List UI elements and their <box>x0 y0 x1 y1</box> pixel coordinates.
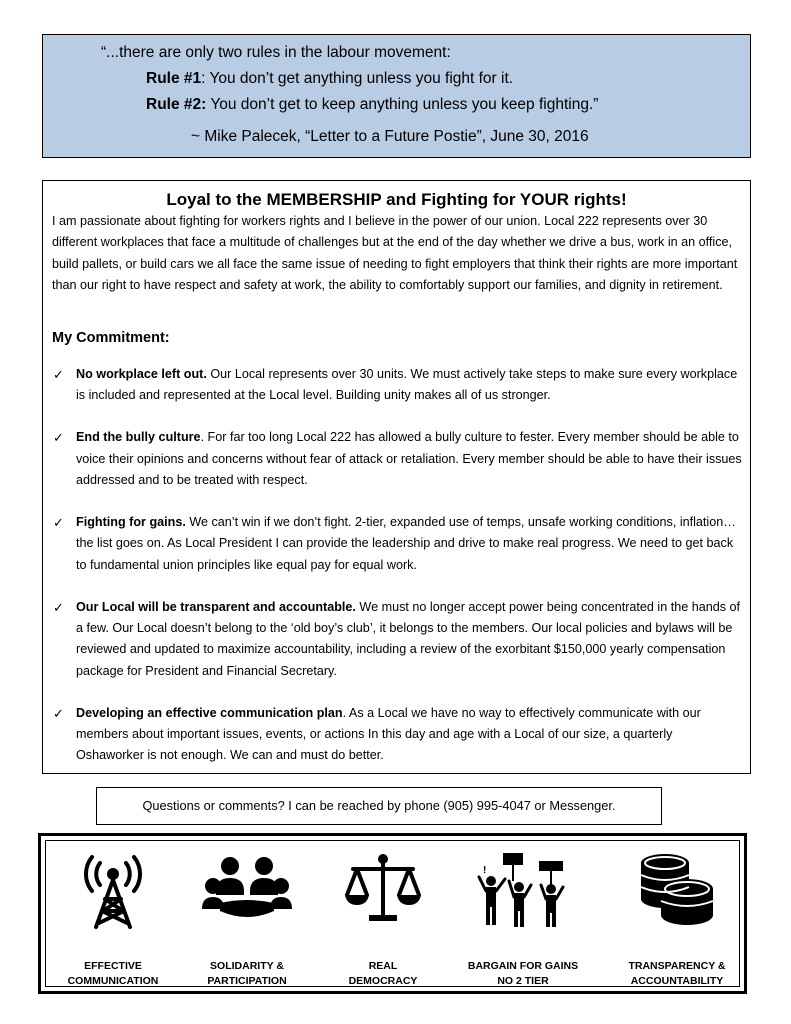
icon-cell-transparency <box>608 851 746 989</box>
radio-tower-icon <box>78 851 148 929</box>
platform-title: Loyal to the MEMBERSHIP and Fighting for YOUR rights! <box>166 190 627 209</box>
quote-intro: “...there are only two rules in the labour movement: <box>101 44 451 61</box>
commitment-item-text: We must no longer accept power being concentrated in the hands of a few. Our Local doesn’t belong to the ‘old boy’s club’, it belongs to the members. Our local policies and bylaws will be reviewed and updated to maximize accountability, including a review of the exorbitant $150,000 yearly compensation package for President and Financial Secretary. <box>76 599 741 678</box>
commitment-item <box>43 364 752 407</box>
checkmark-icon: ✓ <box>53 599 64 615</box>
checkmark-icon: ✓ <box>53 430 64 446</box>
rule-2-text: You don’t get to keep anything unless you keep fighting.” <box>206 96 599 113</box>
icons-banner <box>38 833 747 994</box>
icon-label: SOLIDARITY & PARTICIPATION <box>207 960 287 987</box>
commitment-heading: My Commitment: <box>52 330 170 346</box>
rule-1 <box>146 66 513 92</box>
commitment-item-title: Fighting for gains. <box>76 515 186 530</box>
commitment-item-text: . As a Local we have no way to effectively communicate with our members about important issues, events, or actions In this day and age with a Local of our size, a quarterly Oshaworker is not enough. We can and must do better. <box>76 705 701 763</box>
checkmark-icon: ✓ <box>53 515 64 531</box>
commitment-item <box>43 597 752 682</box>
icon-cell-communication <box>44 851 182 989</box>
rule-2 <box>146 92 598 118</box>
commitment-item-text: We can’t win if we don’t fight. 2-tier, expanded use of temps, unsafe working conditions, inflation…the list goes on. As Local President I can provide the leadership and drive to make real progress. We need to get back to fundamental union principles like equal pay for equal work. <box>76 515 736 572</box>
icon-cell-democracy <box>314 851 452 989</box>
contact-box: Questions or comments? I can be reached by phone (905) 995-4047 or Messenger. <box>96 787 662 825</box>
checkmark-icon: ✓ <box>53 367 64 382</box>
platform-box <box>42 180 751 774</box>
protest-icon <box>475 851 571 929</box>
checkmark-icon: ✓ <box>53 705 64 721</box>
icon-label: BARGAIN FOR GAINS NO 2 TIER <box>467 960 579 987</box>
icon-label: TRANSPARENCY & ACCOUNTABILITY <box>628 960 726 987</box>
commitment-item-title: Our Local will be transparent and accountable. <box>76 599 356 614</box>
rule-2-label: Rule #2: <box>146 96 207 113</box>
rule-1-text: : You don’t get anything unless you fight for it. <box>201 70 514 87</box>
icon-cell-bargain <box>454 851 592 989</box>
coins-icon <box>637 851 717 929</box>
commitment-item <box>43 703 752 767</box>
icon-label: EFFECTIVE COMMUNICATION <box>67 960 159 987</box>
group-meeting-icon <box>202 851 292 929</box>
commitment-item-text: . For far too long Local 222 has allowed a bully culture to fester. Every member should be able to voice their opinions and concerns without fear of attack or retaliation. Every member should be able to have their issues addressed and to be treated with respect. <box>76 430 742 487</box>
commitment-item-text: Our Local represents over 30 units. We must actively take steps to make sure every workplace is included and represented at the Local level. Building unity makes all of us stronger. <box>76 367 738 403</box>
icon-label: REAL DEMOCRACY <box>348 960 418 987</box>
rule-1-label: Rule #1 <box>146 70 202 87</box>
svg-text:!: ! <box>483 865 487 876</box>
commitment-item-title: End the bully culture <box>76 430 201 445</box>
balance-scale-icon <box>343 851 423 929</box>
quote-citation: ~ Mike Palecek, “Letter to a Future Postie”, June 30, 2016 <box>191 128 589 145</box>
quote-box <box>42 34 751 158</box>
commitment-item-title: No workplace left out. <box>76 367 207 381</box>
commitment-item-title: Developing an effective communication plan <box>76 705 343 720</box>
icon-cell-solidarity <box>178 851 316 989</box>
commitment-item <box>43 427 752 491</box>
commitment-list <box>43 364 752 787</box>
intro-paragraph: I am passionate about fighting for workers rights and I believe in the power of our union. Local 222 represents over 30 different workplaces that face a multitude of challenges but at the end of the day whether we drive a bus, work in an office, build pallets, or build cars we all face the same issue of needing to fight employers that think their rights are more important than our right to have respect and safety at work, the ability to comfortably support our families, and dignity in retirement. <box>52 214 738 292</box>
commitment-item <box>43 512 752 576</box>
